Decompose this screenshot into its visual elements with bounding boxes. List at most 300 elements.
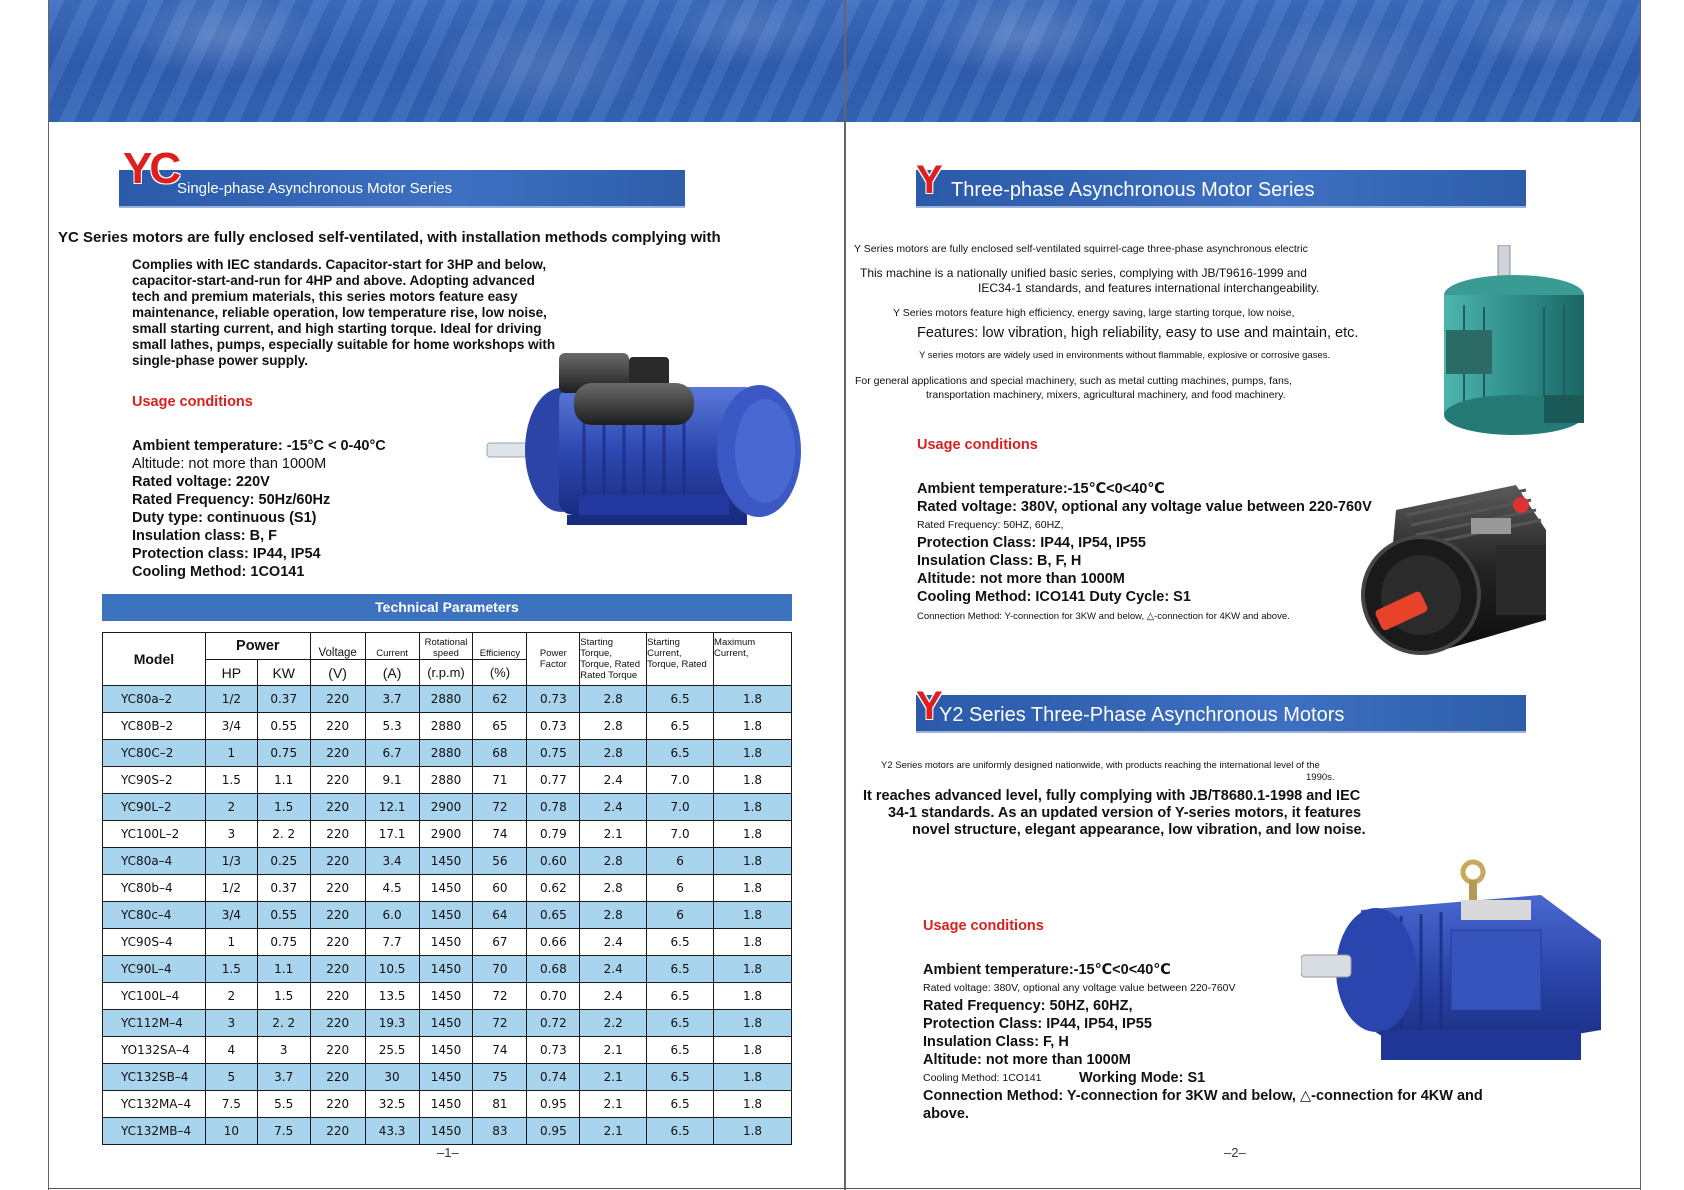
table-cell-model: YC80B–2 <box>103 713 206 740</box>
table-cell: 6 <box>647 902 714 929</box>
table-cell: 0.73 <box>527 686 580 713</box>
table-cell: 2.4 <box>580 767 647 794</box>
table-cell: 3.7 <box>365 686 419 713</box>
table-cell: 1.5 <box>205 767 257 794</box>
left-page <box>48 0 845 1190</box>
table-cell: 1.8 <box>714 1091 792 1118</box>
table-row <box>103 929 792 956</box>
y2-condition: Rated voltage: 380V, optional any voltage value between 220-760V <box>923 982 1236 994</box>
table-cell: 220 <box>310 956 365 983</box>
yc-condition: Ambient temperature: -15°C < 0-40°C <box>132 438 386 454</box>
table-cell: 0.60 <box>527 848 580 875</box>
table-cell-model: YC132MB–4 <box>103 1118 206 1145</box>
table-cell: 1450 <box>419 929 473 956</box>
table-row <box>103 1118 792 1145</box>
table-cell: 6.5 <box>647 1091 714 1118</box>
table-cell: 2.1 <box>580 821 647 848</box>
table-cell: 83 <box>473 1118 527 1145</box>
table-cell: 220 <box>310 686 365 713</box>
table-cell: 5.3 <box>365 713 419 740</box>
table-cell: 1450 <box>419 875 473 902</box>
table-cell: 62 <box>473 686 527 713</box>
table-cell: 220 <box>310 713 365 740</box>
table-cell: 1450 <box>419 1010 473 1037</box>
table-cell: 3 <box>205 821 257 848</box>
table-cell: 0.95 <box>527 1091 580 1118</box>
table-cell: 220 <box>310 848 365 875</box>
table-cell: 43.3 <box>365 1118 419 1145</box>
y2-text-line: novel structure, elegant appearance, low vibration, and low noise. <box>912 822 1366 838</box>
table-cell: 0.37 <box>257 875 310 902</box>
table-row <box>103 713 792 740</box>
table-cell: 56 <box>473 848 527 875</box>
table-cell: 0.68 <box>527 956 580 983</box>
table-cell: 7.7 <box>365 929 419 956</box>
table-cell: 1450 <box>419 848 473 875</box>
table-row <box>103 686 792 713</box>
st-label-1: Starting Torque, <box>580 637 614 659</box>
yc-condition: Cooling Method: 1CO141 <box>132 564 305 580</box>
table-cell: 0.73 <box>527 1037 580 1064</box>
table-cell: 2.4 <box>580 929 647 956</box>
table-cell: 0.75 <box>527 740 580 767</box>
table-cell: 2.8 <box>580 686 647 713</box>
y-condition: Protection Class: IP44, IP54, IP55 <box>917 535 1146 551</box>
sc-label-2: Torque, Rated <box>647 659 707 670</box>
col-header-hp: HP <box>205 660 257 686</box>
table-cell: 3/4 <box>205 902 257 929</box>
y2-condition: Insulation Class: F, H <box>923 1034 1069 1050</box>
table-cell: 81 <box>473 1091 527 1118</box>
table-cell: 6.5 <box>647 1118 714 1145</box>
table-cell: 1.8 <box>714 902 792 929</box>
table-cell: 1.8 <box>714 794 792 821</box>
table-cell: 1.1 <box>257 767 310 794</box>
table-cell: 17.1 <box>365 821 419 848</box>
table-cell: 6 <box>647 875 714 902</box>
technical-parameters-table <box>102 632 792 1145</box>
table-cell: 30 <box>365 1064 419 1091</box>
table-cell: 1.8 <box>714 1118 792 1145</box>
table-cell: 220 <box>310 1037 365 1064</box>
table-cell: 0.95 <box>527 1118 580 1145</box>
table-cell: 0.78 <box>527 794 580 821</box>
table-cell: 1.8 <box>714 848 792 875</box>
y2-condition: Altitude: not more than 1000M <box>923 1052 1131 1068</box>
table-cell: 6.5 <box>647 1037 714 1064</box>
table-cell: 7.0 <box>647 794 714 821</box>
table-cell: 1450 <box>419 956 473 983</box>
table-cell: 10 <box>205 1118 257 1145</box>
table-cell: 0.66 <box>527 929 580 956</box>
table-cell: 2900 <box>419 794 473 821</box>
table-cell-model: YC80a–4 <box>103 848 206 875</box>
y-condition: Ambient temperature:-15℃<0<40℃ <box>917 481 1165 497</box>
table-cell: 1/2 <box>205 875 257 902</box>
table-cell-model: YC100L–4 <box>103 983 206 1010</box>
table-cell: 9.1 <box>365 767 419 794</box>
table-cell: 2.1 <box>580 1091 647 1118</box>
yc-condition: Protection class: IP44, IP54 <box>132 546 321 562</box>
table-cell: 220 <box>310 929 365 956</box>
col-header-voltage-unit: (V) <box>310 660 365 686</box>
top-banner <box>846 0 1640 122</box>
y2-condition: Protection Class: IP44, IP54, IP55 <box>923 1016 1152 1032</box>
table-cell: 1450 <box>419 1037 473 1064</box>
mx-label-2: Current, <box>714 648 749 659</box>
top-banner <box>49 0 844 122</box>
col-header-speed <box>419 633 473 660</box>
col-header-starting-torque <box>580 633 647 686</box>
yc-para-line: small lathes, pumps, especially suitable for home workshops with <box>132 337 556 352</box>
table-cell: 6.5 <box>647 686 714 713</box>
col-header-current-unit: (A) <box>365 660 419 686</box>
right-page <box>845 0 1641 1190</box>
table-cell: 0.72 <box>527 1010 580 1037</box>
col-header-power: Power <box>205 633 310 660</box>
table-cell: 74 <box>473 1037 527 1064</box>
table-row <box>103 740 792 767</box>
yc-para-line: maintenance, reliable operation, low temperature rise, low noise, <box>132 305 547 320</box>
table-cell: 2 <box>205 794 257 821</box>
table-row <box>103 1091 792 1118</box>
table-cell: 2900 <box>419 821 473 848</box>
y-text-line: For general applications and special machinery, such as metal cutting machines, pumps, fans, <box>855 375 1292 387</box>
table-cell: 70 <box>473 956 527 983</box>
table-cell-model: YO132SA–4 <box>103 1037 206 1064</box>
table-cell: 0.55 <box>257 713 310 740</box>
table-cell: 2.2 <box>580 1010 647 1037</box>
table-cell: 1/2 <box>205 686 257 713</box>
y2-text-line: It reaches advanced level, fully complying with JB/T8680.1-1998 and IEC <box>863 788 1361 804</box>
table-cell: 2.8 <box>580 875 647 902</box>
table-cell: 1450 <box>419 902 473 929</box>
table-cell: 220 <box>310 902 365 929</box>
y2-condition: above. <box>923 1106 969 1122</box>
y-text-line: This machine is a nationally unified basic series, complying with JB/T9616-1999 and <box>860 266 1307 280</box>
table-cell: 220 <box>310 1091 365 1118</box>
table-cell: 0.79 <box>527 821 580 848</box>
table-cell-model: YC80C–2 <box>103 740 206 767</box>
table-cell: 6.5 <box>647 1010 714 1037</box>
table-cell: 2.4 <box>580 983 647 1010</box>
table-cell: 220 <box>310 1064 365 1091</box>
table-cell: 7.5 <box>205 1091 257 1118</box>
table-cell: 6.5 <box>647 956 714 983</box>
table-cell: 6.0 <box>365 902 419 929</box>
y-motor-image <box>1424 245 1604 450</box>
table-cell-model: YC132SB–4 <box>103 1064 206 1091</box>
table-cell-model: YC112M–4 <box>103 1010 206 1037</box>
st-label-2: Torque, Rated <box>580 659 640 670</box>
table-cell: 220 <box>310 821 365 848</box>
col-header-speed-unit: (r.p.m) <box>419 660 473 686</box>
table-cell: 0.55 <box>257 902 310 929</box>
table-cell: 60 <box>473 875 527 902</box>
table-cell: 2.1 <box>580 1118 647 1145</box>
y-text-line: transportation machinery, mixers, agricultural machinery, and food machinery. <box>926 389 1286 401</box>
table-cell: 0.62 <box>527 875 580 902</box>
yc-section-letter: YC <box>123 144 179 193</box>
yc-para-line: tech and premium materials, this series motors feature easy <box>132 289 518 304</box>
table-cell: 1450 <box>419 983 473 1010</box>
table-cell: 64 <box>473 902 527 929</box>
table-cell: 1.8 <box>714 929 792 956</box>
table-row <box>103 767 792 794</box>
table-cell: 68 <box>473 740 527 767</box>
table-cell: 0.37 <box>257 686 310 713</box>
y2-text-line: Y2 Series motors are uniformly designed nationwide, with products reaching the international level of the <box>881 760 1320 771</box>
table-cell: 3.4 <box>365 848 419 875</box>
table-cell: 13.5 <box>365 983 419 1010</box>
table-cell: 0.70 <box>527 983 580 1010</box>
table-cell: 2 <box>205 983 257 1010</box>
sc-label-1: Starting Current, <box>647 637 682 659</box>
st-label-3: Rated Torque <box>580 670 638 681</box>
table-cell: 67 <box>473 929 527 956</box>
table-cell: 6.5 <box>647 929 714 956</box>
y-black-motor-image <box>1346 470 1556 685</box>
table-cell: 2.1 <box>580 1037 647 1064</box>
table-cell: 220 <box>310 740 365 767</box>
table-cell: 1.5 <box>205 956 257 983</box>
y-usage-title: Usage conditions <box>917 437 1038 453</box>
table-cell: 6.5 <box>647 740 714 767</box>
pf-label-2: Factor <box>539 659 567 670</box>
yc-condition: Duty type: continuous (S1) <box>132 510 317 526</box>
table-cell: 5.5 <box>257 1091 310 1118</box>
table-cell: 6.5 <box>647 713 714 740</box>
table-cell: 3.7 <box>257 1064 310 1091</box>
table-cell: 2.8 <box>580 740 647 767</box>
table-cell: 75 <box>473 1064 527 1091</box>
table-cell: 220 <box>310 875 365 902</box>
table-cell: 5 <box>205 1064 257 1091</box>
y-text-line: IEC34-1 standards, and features international interchangeability. <box>978 281 1320 295</box>
yc-para-line: capacitor-start-and-run for 4HP and above. Adopting advanced <box>132 273 535 288</box>
table-cell: 6.5 <box>647 1064 714 1091</box>
y2-usage-title: Usage conditions <box>923 918 1044 934</box>
speed-label-1: Rotational <box>424 637 468 648</box>
pf-label-1: Power <box>539 648 567 659</box>
table-row <box>103 821 792 848</box>
table-body <box>103 686 792 1145</box>
table-row <box>103 956 792 983</box>
y2-section-letter: Y <box>916 684 940 728</box>
table-cell: 1.8 <box>714 1064 792 1091</box>
table-cell: 0.73 <box>527 713 580 740</box>
yc-para-line: small starting current, and high starting torque. Ideal for driving <box>132 321 542 336</box>
table-cell: 10.5 <box>365 956 419 983</box>
yc-condition: Rated voltage: 220V <box>132 474 270 490</box>
table-cell: 72 <box>473 1010 527 1037</box>
table-cell: 1.5 <box>257 983 310 1010</box>
table-cell: 25.5 <box>365 1037 419 1064</box>
y2-condition: Ambient temperature:-15℃<0<40℃ <box>923 962 1171 978</box>
table-cell: 2. 2 <box>257 1010 310 1037</box>
table-cell: 220 <box>310 1010 365 1037</box>
col-header-efficiency-unit: (%) <box>473 660 527 686</box>
table-cell: 1 <box>205 740 257 767</box>
col-header-power-factor <box>527 633 580 686</box>
yc-section-title: Single-phase Asynchronous Motor Series <box>177 180 453 197</box>
technical-parameters-title: Technical Parameters <box>102 594 792 621</box>
y-condition: Rated Frequency: 50HZ, 60HZ, <box>917 519 1064 531</box>
table-cell: 220 <box>310 794 365 821</box>
table-cell: 7.0 <box>647 821 714 848</box>
table-cell: 0.75 <box>257 740 310 767</box>
y-text-line: Features: low vibration, high reliability, easy to use and maintain, etc. <box>917 325 1359 341</box>
table-cell: 3/4 <box>205 713 257 740</box>
y-condition: Rated voltage: 380V, optional any voltage value between 220-760V <box>917 499 1372 515</box>
table-cell: 1.1 <box>257 956 310 983</box>
y2-text-line: 34-1 standards. As an updated version of Y-series motors, it features <box>888 805 1362 821</box>
table-row <box>103 983 792 1010</box>
table-cell-model: YC132MA–4 <box>103 1091 206 1118</box>
y-condition: Insulation Class: B, F, H <box>917 553 1082 569</box>
table-cell: 1.8 <box>714 821 792 848</box>
table-cell-model: YC80b–4 <box>103 875 206 902</box>
table-cell: 2880 <box>419 686 473 713</box>
yc-lead-text: YC Series motors are fully enclosed self-ventilated, with installation methods complying with <box>58 229 721 246</box>
yc-condition: Altitude: not more than 1000M <box>132 456 327 472</box>
y-condition: Connection Method: Y-connection for 3KW and below, △-connection for 4KW and above. <box>917 611 1290 622</box>
table-cell: 3 <box>257 1037 310 1064</box>
table-cell: 1/3 <box>205 848 257 875</box>
table-cell: 4 <box>205 1037 257 1064</box>
table-cell: 74 <box>473 821 527 848</box>
table-cell: 2.8 <box>580 902 647 929</box>
table-row <box>103 1037 792 1064</box>
col-header-current: Current <box>365 633 419 660</box>
table-cell: 220 <box>310 983 365 1010</box>
col-header-voltage: Voltage <box>310 633 365 660</box>
table-cell-model: YC90S–2 <box>103 767 206 794</box>
table-cell: 1450 <box>419 1118 473 1145</box>
table-cell: 2880 <box>419 713 473 740</box>
table-cell: 1.8 <box>714 686 792 713</box>
table-cell: 6 <box>647 848 714 875</box>
table-row <box>103 848 792 875</box>
table-cell: 6.7 <box>365 740 419 767</box>
table-cell: 2. 2 <box>257 821 310 848</box>
y-condition: Cooling Method: ICO141 Duty Cycle: S1 <box>917 589 1191 605</box>
table-row <box>103 902 792 929</box>
yc-motor-image <box>479 345 845 550</box>
yc-condition: Insulation class: B, F <box>132 528 278 544</box>
table-cell: 2.8 <box>580 848 647 875</box>
table-cell: 71 <box>473 767 527 794</box>
table-cell-model: YC80c–4 <box>103 902 206 929</box>
table-cell: 7.0 <box>647 767 714 794</box>
table-cell: 2880 <box>419 740 473 767</box>
table-cell: 6.5 <box>647 983 714 1010</box>
table-cell: 1.8 <box>714 740 792 767</box>
yc-usage-title: Usage conditions <box>132 394 253 410</box>
table-cell: 2.4 <box>580 794 647 821</box>
table-cell: 0.74 <box>527 1064 580 1091</box>
y2-text-line: 1990s. <box>1306 772 1335 783</box>
table-cell: 1450 <box>419 1064 473 1091</box>
y2-condition: Connection Method: Y-connection for 3KW and below, △-connection for 4KW and <box>923 1088 1483 1104</box>
col-header-starting-current <box>647 633 714 686</box>
table-cell: 1.8 <box>714 875 792 902</box>
page-bottom-border <box>48 1188 1641 1189</box>
table-cell: 1.8 <box>714 767 792 794</box>
table-cell: 2880 <box>419 767 473 794</box>
table-cell: 0.25 <box>257 848 310 875</box>
y2-section-title: Y2 Series Three-Phase Asynchronous Motors <box>939 704 1345 726</box>
table-cell: 1 <box>205 929 257 956</box>
y-text-line: Y Series motors are fully enclosed self-ventilated squirrel-cage three-phase asynchronous electric <box>854 243 1308 255</box>
table-cell: 1450 <box>419 1091 473 1118</box>
table-cell: 72 <box>473 983 527 1010</box>
table-cell: 72 <box>473 794 527 821</box>
table-cell: 4.5 <box>365 875 419 902</box>
table-row <box>103 875 792 902</box>
table-cell: 2.4 <box>580 956 647 983</box>
col-header-kw: KW <box>257 660 310 686</box>
yc-para-line: single-phase power supply. <box>132 353 309 368</box>
table-cell: 32.5 <box>365 1091 419 1118</box>
table-row <box>103 1010 792 1037</box>
table-cell: 220 <box>310 767 365 794</box>
y-text-line: Y series motors are widely used in environments without flammable, explosive or corrosive gases. <box>919 350 1331 361</box>
y-condition: Altitude: not more than 1000M <box>917 571 1125 587</box>
table-cell: 1.8 <box>714 1010 792 1037</box>
table-cell-model: YC80a–2 <box>103 686 206 713</box>
table-cell: 0.75 <box>257 929 310 956</box>
page-number-right: –2– <box>1224 1145 1246 1160</box>
col-header-model: Model <box>103 633 206 686</box>
table-cell: 1.8 <box>714 983 792 1010</box>
table-cell: 19.3 <box>365 1010 419 1037</box>
table-cell: 1.8 <box>714 1037 792 1064</box>
table-cell: 1.5 <box>257 794 310 821</box>
table-cell-model: YC100L–2 <box>103 821 206 848</box>
speed-label-2: speed <box>433 648 459 659</box>
table-cell-model: YC90L–4 <box>103 956 206 983</box>
table-cell-model: YC90S–4 <box>103 929 206 956</box>
table-cell: 65 <box>473 713 527 740</box>
table-cell: 0.65 <box>527 902 580 929</box>
col-header-efficiency: Efficiency <box>473 633 527 660</box>
table-cell: 1.8 <box>714 956 792 983</box>
table-cell: 3 <box>205 1010 257 1037</box>
y-text-line: Y Series motors feature high efficiency, energy saving, large starting torque, low noise, <box>893 307 1295 319</box>
y2-motor-image <box>1301 850 1621 1080</box>
table-cell: 220 <box>310 1118 365 1145</box>
table-row <box>103 794 792 821</box>
y2-condition: Cooling Method: 1CO141 <box>923 1072 1042 1084</box>
col-header-maximum <box>714 633 792 686</box>
table-cell: 0.77 <box>527 767 580 794</box>
y2-condition: Working Mode: S1 <box>1079 1070 1206 1086</box>
table-cell: 12.1 <box>365 794 419 821</box>
table-cell-model: YC90L–2 <box>103 794 206 821</box>
y-section-title: Three-phase Asynchronous Motor Series <box>951 179 1315 201</box>
table-cell: 1.8 <box>714 713 792 740</box>
yc-condition: Rated Frequency: 50Hz/60Hz <box>132 492 331 508</box>
page-number-left: –1– <box>437 1145 459 1160</box>
yc-para-line: Complies with IEC standards. Capacitor-start for 3HP and below, <box>132 257 547 272</box>
y-section-letter: Y <box>916 158 940 202</box>
table-row <box>103 1064 792 1091</box>
table-cell: 7.5 <box>257 1118 310 1145</box>
mx-label-1: Maximum <box>714 637 756 648</box>
y2-condition: Rated Frequency: 50HZ, 60HZ, <box>923 998 1133 1014</box>
table-cell: 2.1 <box>580 1064 647 1091</box>
